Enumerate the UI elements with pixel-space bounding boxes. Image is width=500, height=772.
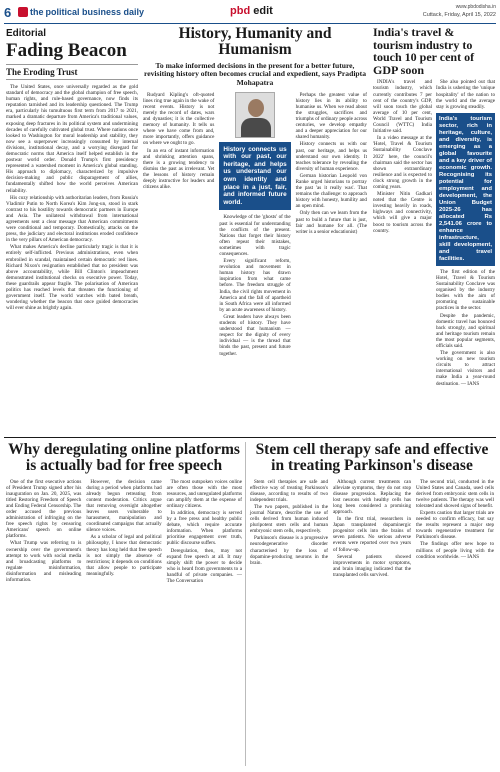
- stem-cell-column-2: [333, 479, 411, 580]
- article-paragraph: The two papers, published in the journal Nature, describe the use of cells derived from human induced pluripotent stem cells and human embryonic stem cells, respectively.: [250, 503, 328, 535]
- article-paragraph: Great leaders have always been students of history. They have understood that humanism — respect for the dignity of every individual — is the thread that binds the past, present and future together.: [219, 313, 291, 357]
- main-article: [143, 26, 367, 358]
- article-column-1: [143, 92, 214, 358]
- article-paragraph: History connects us with our past, our heritage, and helps us understand our own identity. It teaches tolerance by revealing the diversity of human experience.: [295, 141, 367, 172]
- page-number: 6: [4, 5, 12, 20]
- main-article-title: History, Humanity and Humanism: [178, 25, 332, 59]
- column-separator: [245, 442, 246, 766]
- article-paragraph: In a video message at the 'Hotel, Travel & Tourism Sustainability Conclave 2022' here, the council's chairman said the sector has shown extraordinary resilience and is expected to clock strong growth in the coming years.: [373, 135, 432, 190]
- article-paragraph: Only then can we learn from the past to build a future that is just, fair and humane for all. (The writer is a senior educationist): [295, 210, 367, 235]
- editorial-title: Fading Beacon: [6, 40, 127, 61]
- article-paragraph: The findings offer new hope to millions of people living with the condition worldwide. — IANS: [416, 541, 494, 560]
- main-article-columns: [143, 92, 367, 358]
- section-divider: [4, 437, 496, 438]
- article-paragraph: Experts caution that larger trials are needed to confirm efficacy, but say the results represent a major step towards regenerative treatment for Parkinson's disease.: [416, 510, 494, 541]
- section-tag-edit: edit: [253, 5, 273, 17]
- free-speech-column-2: [86, 479, 161, 586]
- article-paragraph: The government is also working on new tourism circuits to attract international visitors and make India a year-round destination. — IANS: [436, 350, 495, 387]
- free-speech-title: Why deregulating online platforms is actually bad for free speech: [8, 441, 240, 475]
- stem-cell-column-3: [416, 479, 494, 580]
- article-paragraph: Perhaps the greatest value of history lies in its ability to humanise us. When we read about the struggles, sacrifices and triumphs of ordinary people across centuries, we develop empathy and a deeper appreciation for our shared humanity.: [295, 91, 367, 141]
- article-paragraph: The most outspoken voices online are often those with the most resources, and unregulated platforms can amplify them at the expense of ordinary citizens.: [166, 478, 242, 509]
- article-paragraph: Although current treatments can alleviate symptoms, they do not stop disease progression. Replacing the lost neurons with healthy cells has long been considered a promising approach.: [333, 478, 411, 515]
- article-paragraph: As a scholar of legal and political philosophy, I know that democratic theory has long held that free speech is not simply the absence of restrictions; it depends on conditions that allow people to participate meaningfully.: [86, 534, 162, 577]
- portrait-head: [248, 99, 264, 117]
- logo-prefix: the: [30, 7, 44, 17]
- article-column-2: [219, 92, 290, 358]
- article-paragraph: The first edition of the Hotel, Travel & Tourism Sustainability Conclave was organised by the industry bodies with the aim of promoting sustainable practices in the sector.: [436, 268, 495, 312]
- tourism-article: [373, 26, 495, 388]
- tourism-highlight-box: India's tourism sector, rich in heritage, culture, and diversity, is emerging as a global favourite and a key driver of economic growth. Recognising its potential for employment and development, the Union Budget 2025-26 has allocated Rs 2,541.06 crore to enhance infrastructure, skill development, and travel facilities.: [436, 113, 495, 266]
- pull-quote: History connects us with our past, our heritage, and helps us understand our own identity and place in a just, fair, and informed future world.: [219, 142, 290, 211]
- editorial-paragraph: His cozy relationship with authoritarian leaders, from Russia's Vladimir Putin to North Korea's Kim Jong-un, stood in stark contrast to his hostility towards democratic partners in Europe and Asia. The unilateral withdrawal from international agreements sent a clear message that American commitments were conditional and temporary. Domestically, attacks on the press, the judiciary and electoral institutions eroded confidence in the very pillars of American democracy.: [6, 194, 138, 244]
- logo-name: political business daily: [45, 7, 145, 17]
- section-tag-pbd: pbd: [230, 5, 251, 17]
- tourism-column-2: [436, 79, 495, 387]
- article-paragraph: Knowledge of the 'ghosts' of the past is essential for understanding the conflicts of the present. Nations that forget their history often repeat their mistakes, sometimes with tragic consequences.: [219, 214, 291, 257]
- article-paragraph: Parkinson's disease is a progressive neurodegenerative disorder characterised by the loss of dopamine-producing neurons in the brain.: [250, 535, 328, 566]
- main-article-dek: [143, 62, 367, 88]
- section-tag: [230, 5, 273, 17]
- publication-logo[interactable]: [18, 7, 144, 17]
- website-url[interactable]: www.pbdodisha.in: [455, 4, 496, 10]
- portrait-body: [241, 118, 271, 138]
- article-paragraph: What Trump was referring to is ownership over the government's attempt to work with social media and broadcasting platforms to regulate misinformation, disinformation and misleading information.: [6, 540, 82, 584]
- tourism-column-1: [373, 79, 432, 387]
- article-paragraph: German historian Leopold von Ranke urged historians to portray the past 'as it really was'. That remains the challenge: to approach history with honesty, humility and an open mind.: [295, 172, 367, 210]
- article-paragraph: One of the first executive actions of President Trump signed after his inauguration on Jan. 20, 2025, was titled Restoring Freedom of Speech and Ending Federal Censorship. The order accused the previous administration of infringing on the free speech rights by censoring Americans' speech on online platforms.: [6, 478, 82, 540]
- article-paragraph: Several patients showed improvements in motor symptoms, and brain imaging indicated that the transplanted cells survived.: [333, 553, 411, 578]
- free-speech-column-1: [6, 479, 81, 586]
- free-speech-column-3: [167, 479, 242, 586]
- stem-cell-columns: [250, 479, 494, 580]
- article-paragraph: Despite the pandemic, domestic travel has bounced back strongly, and spiritual and heritage tourism remain the most popular segments, officials said.: [436, 312, 495, 349]
- article-paragraph: Stem cell therapies are safe and effective way of treating Parkinson's disease, according to results of two independent trials.: [250, 478, 328, 503]
- article-column-3: [296, 92, 367, 358]
- editorial-body: [6, 84, 138, 312]
- author-byline: Pradipta Mohapatra: [236, 69, 366, 87]
- tourism-article-title: India's travel & tourism industry to touch 10 per cent of GDP soon: [373, 25, 475, 77]
- editorial-kicker: Editorial: [6, 28, 47, 39]
- article-paragraph: In addition, democracy is served by a free press and healthy public debate, which require accurate information. When platforms prioritise engagement over truth, public discourse suffers.: [166, 510, 242, 547]
- article-paragraph: Minister Nitin Gadkari noted that the Centre is investing heavily in roads, highways and connectivity, which will give a major boost to tourism across the country.: [373, 191, 432, 234]
- stem-cell-column-1: [250, 479, 328, 580]
- article-paragraph: The second trial, conducted in the United States and Canada, used cells derived from embryonic stem cells in twelve patients. The therapy was well tolerated and showed signs of benefit.: [416, 478, 494, 509]
- article-paragraph: In the first trial, researchers in Japan transplanted dopaminergic progenitor cells into the brains of seven patients. No serious adverse events were reported over two years of follow-up.: [333, 516, 411, 553]
- dateline: Cuttack, Friday, April 15, 2022: [422, 12, 496, 18]
- stem-cell-article: [250, 442, 494, 579]
- free-speech-columns: [6, 479, 242, 586]
- author-photo: [235, 92, 275, 138]
- article-paragraph: In an era of instant information and shrinking attention spans, there is a growing tendency to dismiss the past as irrelevant. Yet the lessons of history remain deeply instructive for leaders and citizens alike.: [143, 147, 215, 191]
- free-speech-article: [6, 442, 242, 585]
- dek-text: To make informed decisions in the present for a better future, revisiting history often becomes crucial and expedient, says: [144, 60, 355, 79]
- stem-cell-title: Stem cell therapy safe and effective in treating Parkinson's disease: [255, 441, 489, 475]
- article-paragraph: However, the decision came during a period when platforms had already begun retreating from content moderation. Critics argue that removing oversight altogether leaves users vulnerable to harassment, manipulation and coordinated campaigns that actually silence voices.: [86, 478, 162, 534]
- tourism-article-columns: [373, 79, 495, 387]
- editorial-paragraph: What makes America's decline particularly tragic is that it is entirely self-inflicted. Previous administrations, even when embroiled in scandal, maintained certain democratic red lines. Richard Nixon's resignation established that no president was above accountability, while Bill Clinton's impeachment demonstrated institutional checks on executive power. Today, these guardrails appear fragile. The polarisation of American politics has reached levels that threaten the functioning of government itself. The world watches with bated breath, wondering whether the beacon that once guided democracies will ever shine as brightly again.: [6, 244, 138, 312]
- article-paragraph: She also pointed out that India is ushering the 'unique hospitality' of the nation to the world and the average stay is growing steadily.: [436, 79, 495, 110]
- masthead: [4, 4, 496, 24]
- editorial-column: [6, 28, 138, 312]
- article-paragraph: Every significant reform, revolution and movement in human history has drawn inspiration from what came before. The freedom struggle of India, the civil rights movement in America and the fall of apartheid in South Africa were all informed by an acute awareness of history.: [219, 258, 291, 313]
- editorial-subtitle: The Eroding Trust: [6, 64, 138, 80]
- article-paragraph: Rudyard Kipling's oft-quoted lines ring true again in the wake of recent events. History is not merely the record of dates, wars and dynasties; it is the collective memory of humanity. It tells us where we have come from and, more importantly, offers guidance on where we ought to go.: [143, 91, 215, 147]
- article-paragraph: INDIA's travel and tourism industry, which currently contributes 7 per cent of the country's GDP, will soon touch the global average of 10 per cent, World Travel and Tourism Council (WTTC) India Initiative said.: [373, 79, 432, 135]
- editorial-paragraph: The United States, once universally regarded as the gold standard of democracy and the global champion of free speech, human rights, and rule-based governance, now finds its reputation tarnished and its leadership questioned. The Trump era, particularly his tumultuous first term from 2017 to 2021, marked a dramatic departure from America's traditional values, exposing deep fractures in its political system and undermining decades of carefully cultivated global trust. Where nations once looked to Washington for moral leadership and stability, they now see a superpower increasingly consumed by internal divisions, institutional decay, and a worrying disregard for democratic norms that America itself helped establish in the postwar world order. Donald Trump's first presidency represented a watershed moment in America's global standing. His approach to diplomacy, characterized by impulsive decision-making and public disparagement of allies, fundamentally shifted how the world perceives American reliability.: [6, 83, 138, 194]
- article-paragraph: Deregulation, then, may not expand free speech at all. It may simply shift the power to decide who is heard from governments to a handful of private companies. — The Conversation: [166, 547, 242, 585]
- logo-mark-icon: [18, 7, 28, 17]
